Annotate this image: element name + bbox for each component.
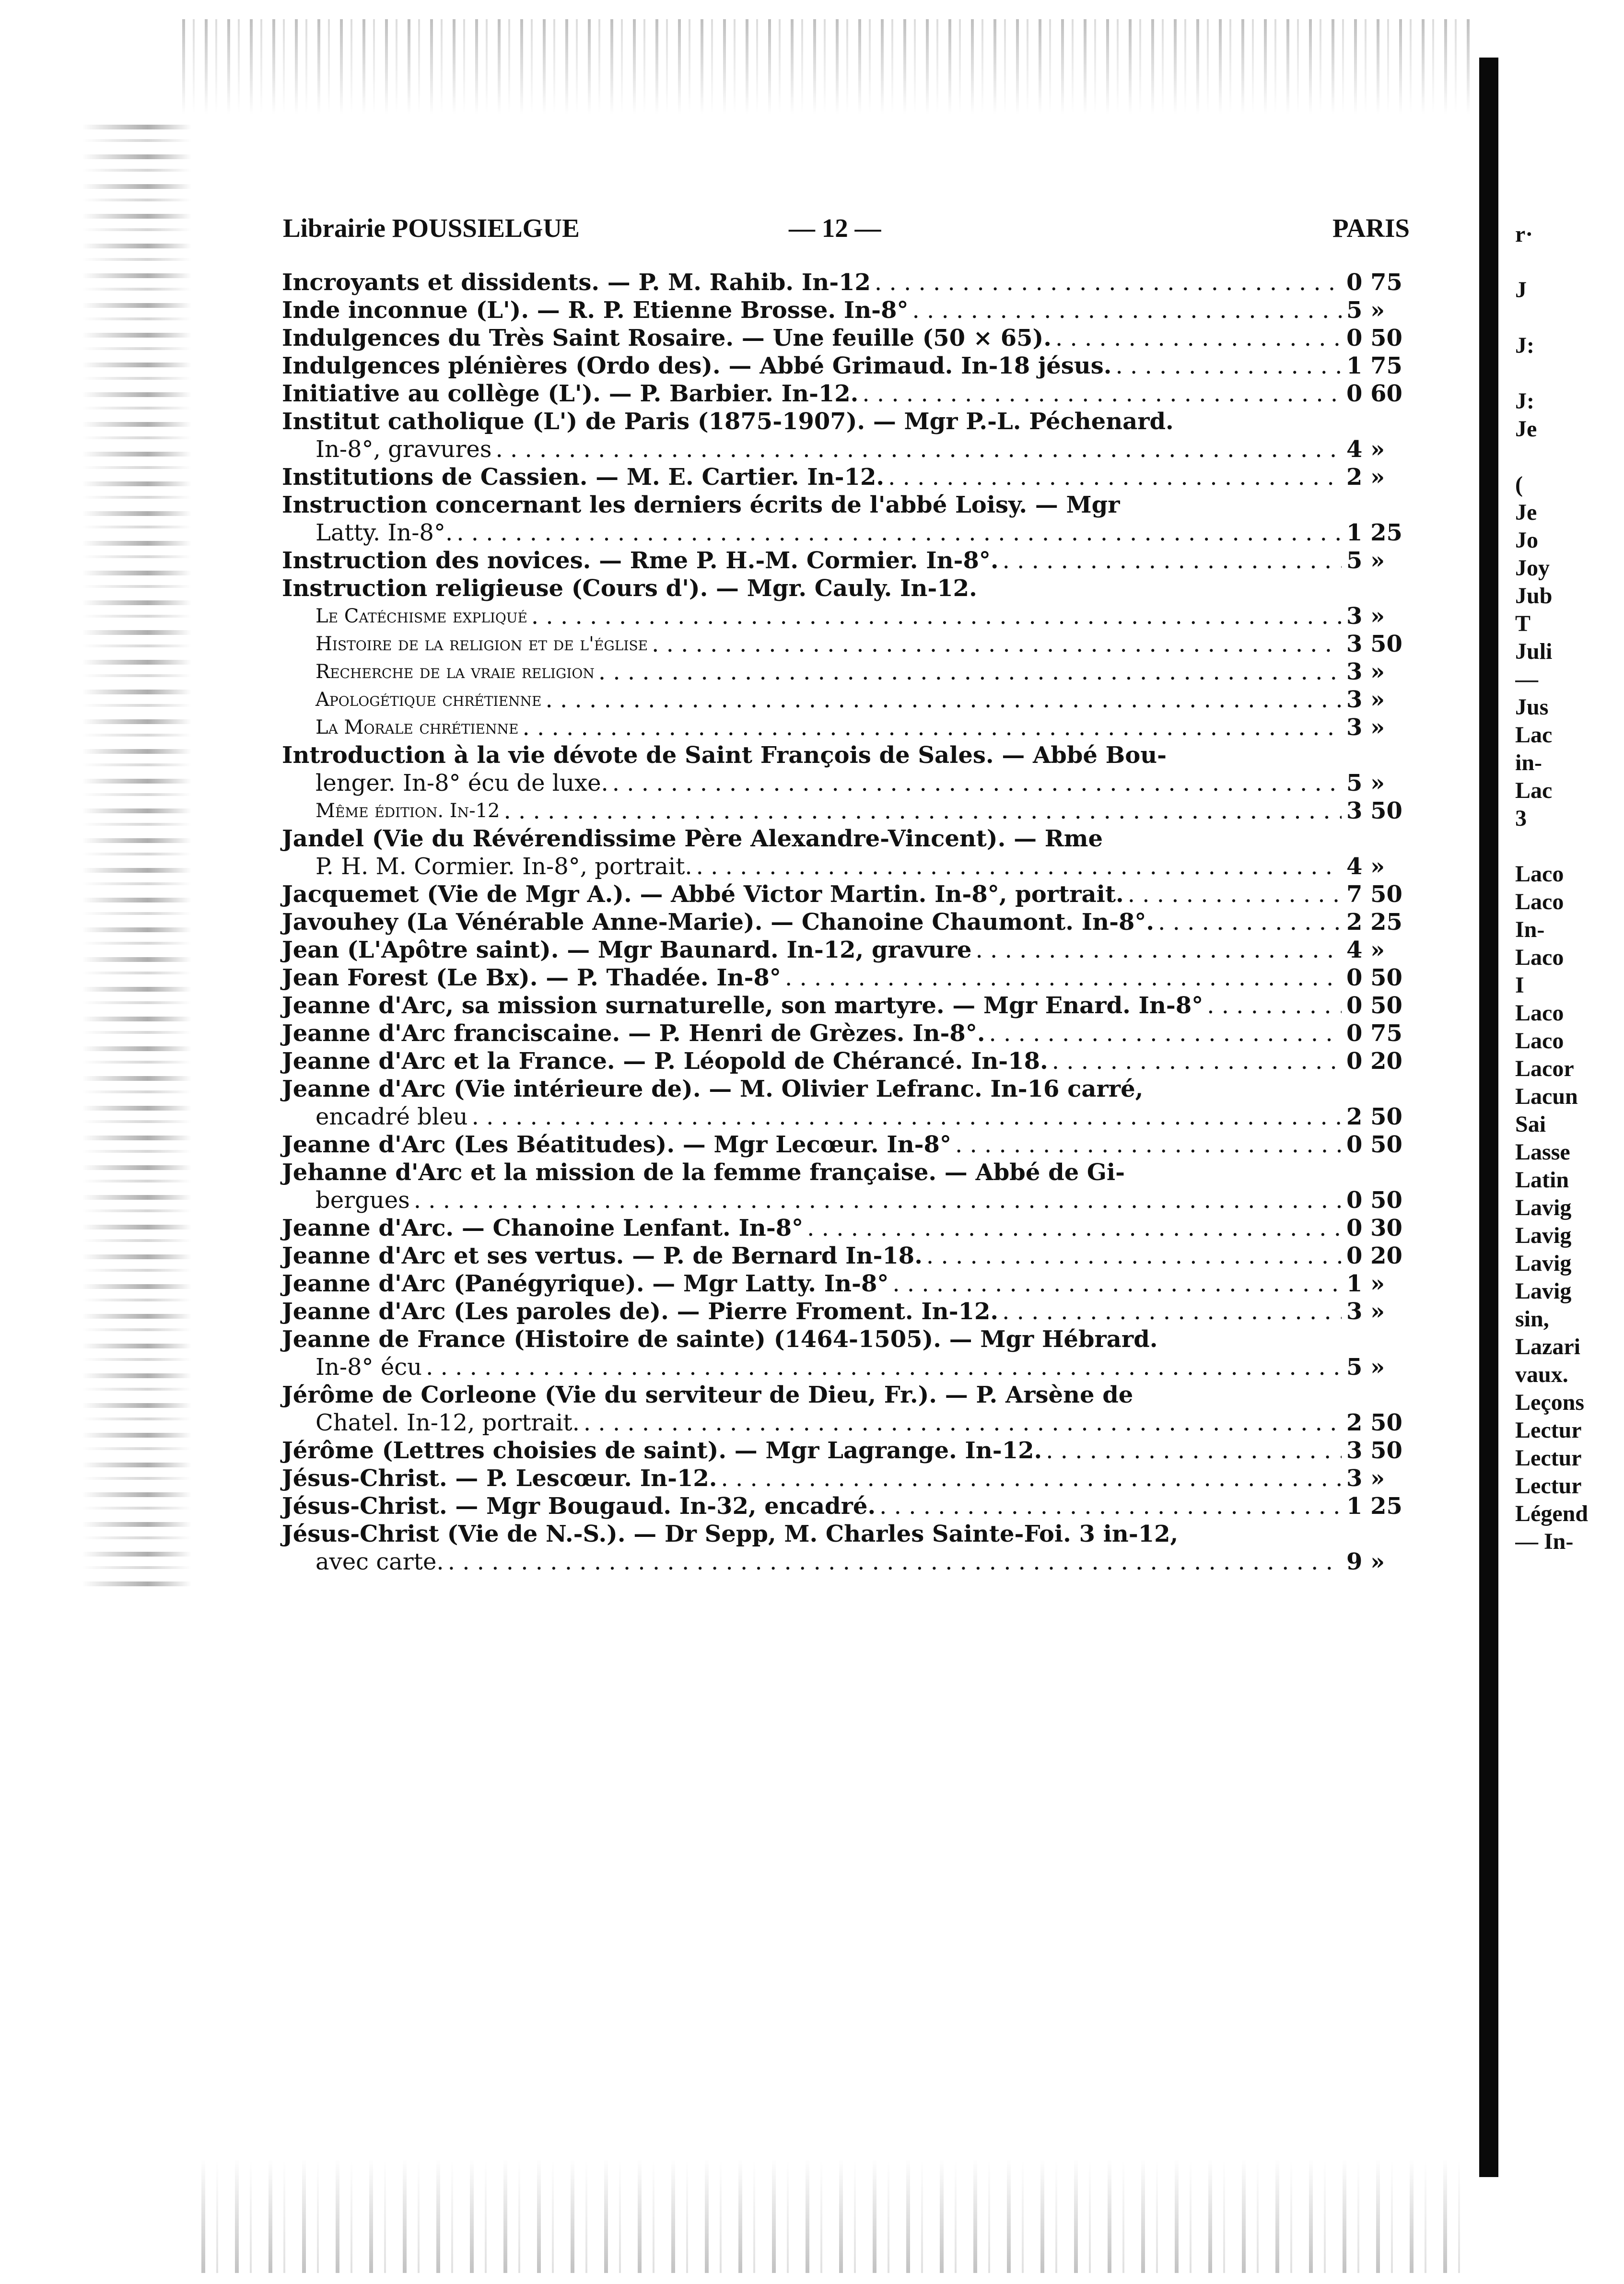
entry-price: 3 » (1346, 1465, 1385, 1492)
entry-text: Instruction des novices. — Rme P. H.-M. Cormier. In-8°. (282, 547, 999, 574)
catalog-subentry (282, 686, 1418, 714)
catalog-subentry (282, 714, 1418, 741)
leader-dots (989, 1019, 1342, 1047)
city-name: PARIS (1332, 213, 1410, 243)
entry-price: 2 25 (1346, 909, 1402, 936)
margin-fragment: sin, (1515, 1306, 1549, 1332)
catalog-entry (282, 324, 1418, 352)
margin-fragment: J: (1515, 333, 1534, 358)
catalog-subentry (282, 630, 1418, 658)
entry-text: avec carte. (315, 1548, 444, 1575)
margin-fragment (1515, 443, 1624, 471)
leader-dots (955, 1131, 1342, 1159)
entry-text: Jeanne d'Arc franciscaine. — P. Henri de Grèzes. In-8°. (282, 1020, 985, 1047)
margin-fragment: 3 (1515, 806, 1527, 831)
entry-text: Jérôme de Corleone (Vie du serviteur de Dieu, Fr.). — P. Arsène de (282, 1382, 1133, 1408)
entry-price: 1 » (1346, 1270, 1385, 1297)
leader-dots (426, 1353, 1342, 1381)
catalog-entry (282, 408, 1418, 463)
entry-price: 2 » (1346, 464, 1385, 491)
publisher-name: Librairie POUSSIELGUE (283, 213, 580, 243)
margin-fragment: J: (1515, 388, 1534, 414)
entry-text: Jeanne d'Arc (Vie intérieure de). — M. Olivier Lefranc. In-16 carré, (282, 1076, 1144, 1102)
entry-price: 3 50 (1346, 631, 1402, 657)
entry-price: 3 » (1346, 603, 1385, 630)
catalog-entry (282, 992, 1418, 1019)
leader-dots (414, 1186, 1342, 1214)
margin-fragment: Sai (1515, 1112, 1546, 1137)
margin-fragment: Laco (1515, 1000, 1564, 1026)
page-header (283, 213, 1410, 246)
entry-price: 0 75 (1346, 1020, 1402, 1047)
entry-text: bergues (315, 1187, 410, 1214)
entry-text: Chatel. In-12, portrait. (315, 1409, 580, 1436)
leader-dots (612, 769, 1342, 797)
entry-text: Jacquemet (Vie de Mgr A.). — Abbé Victor Martin. In-8°, portrait. (282, 881, 1124, 908)
margin-fragment: T (1515, 611, 1531, 636)
entry-text: Inde inconnue (L'). — R. P. Etienne Brosse. In-8° (282, 297, 909, 324)
catalog-entry (282, 1075, 1418, 1131)
leader-dots (785, 964, 1342, 992)
entry-price: 7 50 (1346, 881, 1402, 908)
catalog-entry (282, 1214, 1418, 1242)
leader-dots (456, 519, 1342, 547)
margin-fragment: Lavig (1515, 1251, 1572, 1276)
adjacent-page-fragments (1515, 221, 1624, 1556)
leader-dots (721, 1464, 1342, 1492)
entry-text: Jehanne d'Arc et la mission de la femme française. — Abbé de Gi- (282, 1159, 1125, 1186)
entry-text: Incroyants et dissidents. — P. M. Rahib. In-12 (282, 269, 871, 296)
entry-text: Jérôme (Lettres choisies de saint). — Mgr Lagrange. In-12. (282, 1437, 1042, 1464)
catalog-entry (282, 547, 1418, 574)
margin-fragment: Jo (1515, 527, 1538, 553)
leader-dots (1207, 992, 1342, 1019)
scan-noise-left (82, 125, 192, 1587)
entry-price: 0 75 (1346, 269, 1402, 296)
leader-dots (1046, 1437, 1342, 1464)
catalog-entry (282, 936, 1418, 964)
margin-fragment: Laco (1515, 945, 1564, 970)
margin-fragment: J (1515, 277, 1527, 303)
margin-fragment: I (1515, 972, 1524, 998)
entry-price: 0 50 (1346, 1131, 1402, 1158)
entry-text: In-8° écu (315, 1354, 422, 1381)
entry-text: Instruction religieuse (Cours d'). — Mgr. Cauly. In-12. (282, 575, 977, 602)
leader-dots (862, 380, 1342, 408)
margin-fragment: Lavig (1515, 1195, 1572, 1220)
catalog-entry (282, 491, 1418, 547)
margin-fragment: Laco (1515, 889, 1564, 914)
leader-dots (888, 463, 1342, 491)
catalog-entry (282, 1019, 1418, 1047)
catalog-subentry (282, 658, 1418, 686)
leader-dots (875, 269, 1342, 296)
entry-text: Le Catéchisme expliqué (315, 605, 527, 627)
catalog-entry (282, 1270, 1418, 1298)
leader-dots (584, 1409, 1342, 1437)
entry-price: 4 » (1346, 937, 1385, 963)
entry-price: 1 25 (1346, 519, 1402, 546)
leader-dots (598, 658, 1342, 686)
entry-price: 2 50 (1346, 1103, 1402, 1130)
margin-fragment: Lavig (1515, 1223, 1572, 1248)
entry-text: Jeanne d'Arc. — Chanoine Lenfant. In-8° (282, 1215, 804, 1242)
margin-fragment: In- (1515, 917, 1545, 942)
entry-text: Indulgences du Très Saint Rosaire. — Une feuille (50 × 65). (282, 325, 1052, 351)
entry-price: 3 50 (1346, 797, 1402, 824)
catalog-entry (282, 1131, 1418, 1159)
margin-fragment: in- (1515, 750, 1542, 775)
leader-dots (1115, 352, 1342, 380)
entry-price: 3 » (1346, 1298, 1385, 1325)
entry-text: Jeanne d'Arc, sa mission surnaturelle, son martyre. — Mgr Enard. In-8° (282, 992, 1203, 1019)
leader-dots (1002, 1298, 1342, 1325)
leader-dots (976, 936, 1342, 964)
margin-fragment: Joy (1515, 555, 1550, 581)
catalog-subentry (282, 602, 1418, 630)
catalog-entry (282, 1242, 1418, 1270)
margin-fragment: Lac (1515, 722, 1553, 748)
margin-fragment: Lac (1515, 778, 1553, 803)
entry-text: lenger. In-8° écu de luxe. (315, 770, 608, 796)
catalog-entry-list (282, 269, 1418, 1576)
entry-price: 1 75 (1346, 352, 1402, 379)
entry-text: Jandel (Vie du Révérendissime Père Alexandre-Vincent). — Rme (282, 825, 1103, 852)
entry-price: 3 » (1346, 714, 1385, 741)
catalog-entry (282, 825, 1418, 880)
entry-price: 5 » (1346, 770, 1385, 796)
leader-dots (807, 1214, 1342, 1242)
leader-dots (892, 1270, 1342, 1298)
catalog-entry (282, 1325, 1418, 1381)
margin-fragment: ( (1515, 472, 1523, 497)
entry-text: Institut catholique (L') de Paris (1875-1907). — Mgr P.-L. Péchenard. (282, 408, 1174, 435)
entry-text: Jeanne d'Arc (Panégyrique). — Mgr Latty. In-8° (282, 1270, 889, 1297)
entry-price: 9 » (1346, 1548, 1385, 1575)
entry-text: Histoire de la religion et de l'église (315, 633, 648, 655)
entry-text: In-8°, gravures (315, 436, 492, 463)
margin-fragment: Lectur (1515, 1445, 1582, 1471)
margin-fragment: Leçons (1515, 1390, 1584, 1415)
catalog-entry (282, 908, 1418, 936)
catalog-entry (282, 269, 1418, 296)
entry-text: Indulgences plénières (Ordo des). — Abbé Grimaud. In-18 jésus. (282, 352, 1112, 379)
entry-text: Jean Forest (Le Bx). — P. Thadée. In-8° (282, 964, 781, 991)
margin-fragment: Jus (1515, 694, 1549, 720)
entry-price: 0 20 (1346, 1242, 1402, 1269)
entry-price: 5 » (1346, 547, 1385, 574)
catalog-entry (282, 1298, 1418, 1325)
margin-fragment: vaux. (1515, 1362, 1568, 1387)
leader-dots (879, 1492, 1342, 1520)
catalog-entry (282, 296, 1418, 324)
catalog-entry (282, 1464, 1418, 1492)
entry-price: 0 50 (1346, 1187, 1402, 1214)
margin-fragment: r· (1515, 222, 1533, 247)
catalog-entry (282, 1520, 1418, 1576)
page-number: — 12 — (789, 213, 881, 243)
entry-text: Jésus-Christ (Vie de N.-S.). — Dr Sepp, M. Charles Sainte-Foi. 3 in-12, (282, 1521, 1179, 1547)
margin-fragment: Lasse (1515, 1139, 1570, 1165)
margin-fragment: Juli (1515, 639, 1553, 664)
leader-dots (545, 686, 1342, 714)
leader-dots (926, 1242, 1342, 1270)
entry-text: Jeanne de France (Histoire de sainte) (1464-1505). — Mgr Hébrard. (282, 1326, 1158, 1353)
entry-price: 0 50 (1346, 992, 1402, 1019)
margin-fragment: Laco (1515, 861, 1564, 887)
entry-text: Institutions de Cassien. — M. E. Cartier. In-12. (282, 464, 885, 491)
margin-fragment: Je (1515, 500, 1537, 525)
entry-text: Initiative au collège (L'). — P. Barbier. In-12. (282, 380, 859, 407)
entry-text: Introduction à la vie dévote de Saint François de Sales. — Abbé Bou- (282, 742, 1167, 769)
entry-price: 5 » (1346, 1354, 1385, 1381)
scan-noise-bottom (201, 2158, 1472, 2273)
leader-dots (504, 797, 1342, 825)
catalog-entry (282, 574, 1418, 602)
entry-price: 1 25 (1346, 1493, 1402, 1520)
entry-text: Jésus-Christ. — Mgr Bougaud. In-32, encadré. (282, 1493, 876, 1520)
entry-text: Apologétique chrétienne (315, 689, 542, 711)
margin-fragment: — (1515, 667, 1538, 692)
entry-text: P. H. M. Cormier. In-8°, portrait. (315, 853, 692, 880)
entry-text: Instruction concernant les derniers écrits de l'abbé Loisy. — Mgr (282, 492, 1120, 518)
margin-fragment: — In- (1515, 1529, 1574, 1554)
entry-price: 3 50 (1346, 1437, 1402, 1464)
margin-fragment: Lacor (1515, 1056, 1574, 1081)
margin-fragment: Je (1515, 416, 1537, 442)
entry-text: Jésus-Christ. — P. Lescœur. In-12. (282, 1465, 717, 1492)
entry-price: 3 » (1346, 686, 1385, 713)
margin-fragment: Laco (1515, 1028, 1564, 1054)
catalog-entry (282, 1381, 1418, 1437)
margin-fragment (1515, 304, 1624, 332)
margin-fragment: Latin (1515, 1167, 1569, 1193)
leader-dots (531, 602, 1342, 630)
leader-dots (448, 1548, 1342, 1576)
margin-fragment: Lazari (1515, 1334, 1580, 1359)
entry-text: Jean (L'Apôtre saint). — Mgr Baunard. In-12, gravure (282, 937, 972, 963)
entry-text: Même édition. In-12 (315, 800, 500, 822)
leader-dots (495, 435, 1342, 463)
entry-text: La Morale chrétienne (315, 716, 519, 738)
entry-text: Latty. In-8°. (315, 519, 453, 546)
entry-price: 0 20 (1346, 1048, 1402, 1075)
leader-dots (1003, 547, 1342, 574)
entry-text: Javouhey (La Vénérable Anne-Marie). — Chanoine Chaumont. In-8°. (282, 909, 1155, 936)
book-spine-shadow (1479, 58, 1498, 2177)
catalog-entry (282, 741, 1418, 797)
entry-price: 0 50 (1346, 325, 1402, 351)
leader-dots (1158, 908, 1342, 936)
catalog-entry (282, 463, 1418, 491)
scan-noise-top (182, 19, 1477, 115)
margin-fragment: Jub (1515, 583, 1553, 609)
leader-dots (652, 630, 1342, 658)
catalog-entry (282, 352, 1418, 380)
entry-price: 0 50 (1346, 964, 1402, 991)
entry-price: 0 30 (1346, 1215, 1402, 1242)
margin-fragment: Lavig (1515, 1278, 1572, 1304)
catalog-subentry (282, 797, 1418, 825)
entry-price: 3 » (1346, 658, 1385, 685)
leader-dots (472, 1103, 1342, 1131)
entry-text: Jeanne d'Arc (Les paroles de). — Pierre Froment. In-12. (282, 1298, 999, 1325)
leader-dots (1055, 324, 1342, 352)
entry-text: Recherche de la vraie religion (315, 661, 595, 683)
leader-dots (522, 714, 1342, 741)
entry-price: 2 50 (1346, 1409, 1402, 1436)
catalog-entry (282, 1159, 1418, 1214)
margin-fragment (1515, 360, 1624, 387)
catalog-entry (282, 964, 1418, 992)
catalog-entry (282, 1492, 1418, 1520)
catalog-entry (282, 380, 1418, 408)
leader-dots (912, 296, 1342, 324)
entry-price: 4 » (1346, 436, 1385, 463)
catalog-entry (282, 880, 1418, 908)
leader-dots (1128, 880, 1342, 908)
entry-text: Jeanne d'Arc et ses vertus. — P. de Bernard In-18. (282, 1242, 923, 1269)
margin-fragment (1515, 248, 1624, 276)
margin-fragment: Lectur (1515, 1417, 1582, 1443)
entry-text: Jeanne d'Arc et la France. — P. Léopold de Chérancé. In-18. (282, 1048, 1048, 1075)
entry-price: 5 » (1346, 297, 1385, 324)
margin-fragment: Légend (1515, 1501, 1589, 1526)
entry-text: encadré bleu (315, 1103, 468, 1130)
leader-dots (1052, 1047, 1342, 1075)
margin-fragment (1515, 832, 1624, 860)
entry-text: Jeanne d'Arc (Les Béatitudes). — Mgr Lecœur. In-8° (282, 1131, 951, 1158)
leader-dots (696, 853, 1342, 880)
catalog-entry (282, 1047, 1418, 1075)
margin-fragment: Lacun (1515, 1084, 1578, 1109)
margin-fragment: Lectur (1515, 1473, 1582, 1499)
entry-price: 0 60 (1346, 380, 1402, 407)
catalog-entry (282, 1437, 1418, 1464)
entry-price: 4 » (1346, 853, 1385, 880)
